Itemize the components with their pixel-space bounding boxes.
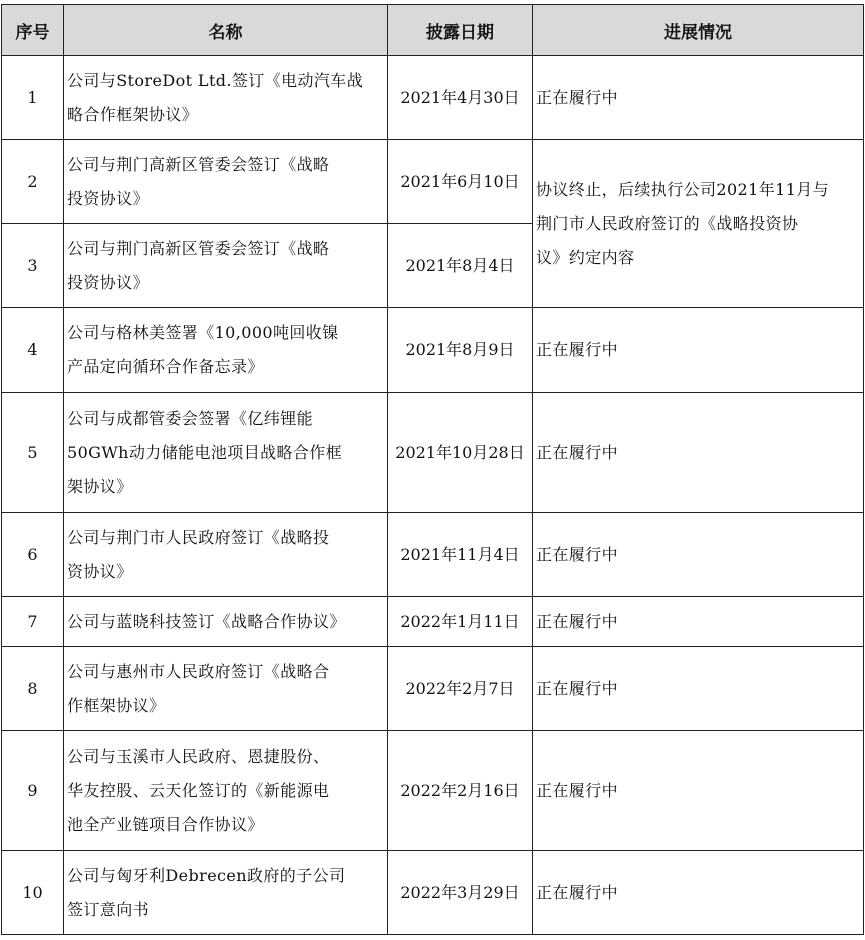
cell-name: 公司与荆门高新区管委会签订《战略 投资协议》 xyxy=(64,224,388,308)
table-row xyxy=(2,308,864,393)
cell-name: 公司与StoreDot Ltd.签订《电动汽车战 略合作框架协议》 xyxy=(64,56,388,140)
cell-status: 正在履行中 xyxy=(533,56,864,140)
table-row xyxy=(2,647,864,731)
cell-date: 2022年3月29日 xyxy=(388,851,533,935)
table-row xyxy=(2,393,864,513)
cell-date: 2021年6月10日 xyxy=(388,140,533,224)
cell-seq: 8 xyxy=(2,647,64,731)
cell-name: 公司与惠州市人民政府签订《战略合 作框架协议》 xyxy=(64,647,388,731)
cell-name: 公司与玉溪市人民政府、恩捷股份、 华友控股、云天化签订的《新能源电 池全产业链项目合作协议》 xyxy=(64,731,388,851)
cell-status: 正在履行中 xyxy=(533,393,864,513)
cell-date: 2021年8月9日 xyxy=(388,308,533,393)
cell-date: 2021年4月30日 xyxy=(388,56,533,140)
cell-name: 公司与格林美签署《10,000吨回收镍 产品定向循环合作备忘录》 xyxy=(64,308,388,393)
agreements-table xyxy=(1,4,864,935)
cell-status: 协议终止，后续执行公司2021年11月与 荆门市人民政府签订的《战略投资协 议》约定内容 xyxy=(533,140,864,308)
table-row xyxy=(2,597,864,647)
table-row xyxy=(2,851,864,935)
cell-seq: 7 xyxy=(2,597,64,647)
header-name: 名称 xyxy=(64,5,388,56)
cell-status: 正在履行中 xyxy=(533,513,864,597)
cell-seq: 5 xyxy=(2,393,64,513)
cell-name: 公司与蓝晓科技签订《战略合作协议》 xyxy=(64,597,388,647)
cell-seq: 2 xyxy=(2,140,64,224)
cell-date: 2022年2月7日 xyxy=(388,647,533,731)
table-row xyxy=(2,56,864,140)
cell-name: 公司与成都管委会签署《亿纬锂能 50GWh动力储能电池项目战略合作框 架协议》 xyxy=(64,393,388,513)
cell-date: 2021年10月28日 xyxy=(388,393,533,513)
cell-seq: 1 xyxy=(2,56,64,140)
cell-status: 正在履行中 xyxy=(533,851,864,935)
cell-seq: 10 xyxy=(2,851,64,935)
cell-seq: 4 xyxy=(2,308,64,393)
cell-date: 2022年2月16日 xyxy=(388,731,533,851)
cell-seq: 3 xyxy=(2,224,64,308)
cell-date: 2021年11月4日 xyxy=(388,513,533,597)
cell-status: 正在履行中 xyxy=(533,597,864,647)
header-status: 进展情况 xyxy=(533,5,864,56)
cell-name: 公司与匈牙利Debrecen政府的子公司 签订意向书 xyxy=(64,851,388,935)
cell-date: 2021年8月4日 xyxy=(388,224,533,308)
table-row xyxy=(2,513,864,597)
cell-seq: 9 xyxy=(2,731,64,851)
cell-status: 正在履行中 xyxy=(533,731,864,851)
cell-seq: 6 xyxy=(2,513,64,597)
cell-date: 2022年1月11日 xyxy=(388,597,533,647)
table-row xyxy=(2,731,864,851)
table-row xyxy=(2,140,864,224)
header-date: 披露日期 xyxy=(388,5,533,56)
cell-name: 公司与荆门市人民政府签订《战略投 资协议》 xyxy=(64,513,388,597)
cell-name: 公司与荆门高新区管委会签订《战略 投资协议》 xyxy=(64,140,388,224)
header-row xyxy=(2,5,864,56)
cell-status: 正在履行中 xyxy=(533,647,864,731)
cell-status: 正在履行中 xyxy=(533,308,864,393)
header-seq: 序号 xyxy=(2,5,64,56)
